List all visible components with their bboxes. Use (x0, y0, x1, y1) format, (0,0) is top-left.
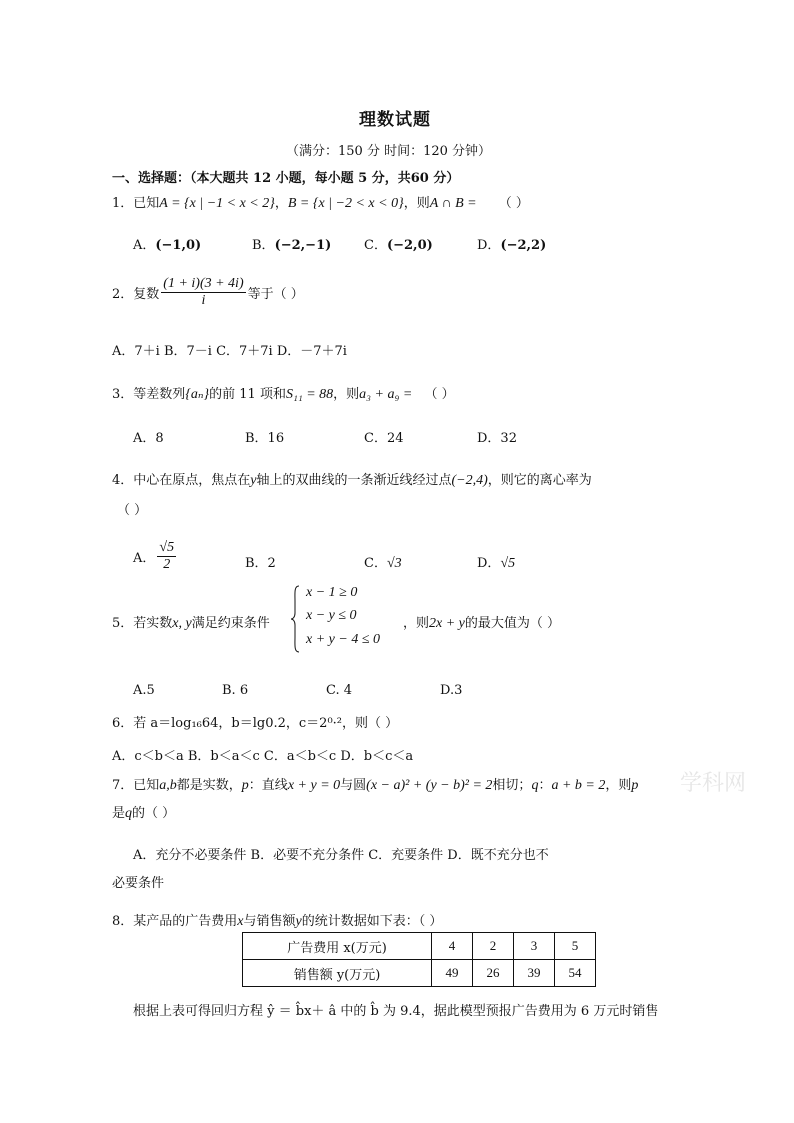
q1-option-a-value: (−1,0) (155, 238, 202, 253)
q6-options: A．c＜b＜a B．b＜a＜c C．a＜b＜c D．b＜c＜a (112, 749, 414, 764)
table-cell: 2 (473, 933, 514, 960)
page-title: 理数试题 (359, 110, 431, 130)
q7-text-g: ，则 (605, 778, 632, 793)
q7-text-c: ：直线 (248, 778, 288, 793)
q7-q: q (531, 778, 539, 793)
question-8 (112, 910, 442, 930)
q3-option-b: B．16 (245, 431, 285, 446)
question-7 (112, 774, 638, 794)
q1-option-b-letter: B． (252, 238, 275, 253)
q1-comma: ， (274, 196, 288, 211)
q7-options-line-1: A．充分不必要条件 B．必要不充分条件 C．充要条件 D．既不充分也不 (133, 848, 549, 863)
q1-option-d-letter: D． (477, 238, 501, 253)
q4-text-c: ，则它的离心率为 (487, 473, 592, 488)
q5-then: ，则 (403, 616, 430, 631)
q5-suffix: 的最大值为（ ） (464, 616, 561, 631)
q4-option-c (364, 552, 402, 572)
q5-prefix: 5．若实数 (112, 616, 173, 631)
table-cell: 39 (514, 960, 555, 987)
q7-ab: a,b (159, 778, 177, 793)
table-cell: 26 (473, 960, 514, 987)
q5-constraint-system (290, 585, 410, 655)
table-row-label: 广告费用 x(万元) (243, 933, 432, 960)
q3-mid: 的前 11 项和 (209, 387, 286, 402)
table-cell: 5 (555, 933, 596, 960)
q1-paren: （ ） (498, 196, 529, 211)
table-row (243, 933, 596, 960)
question-5 (112, 612, 270, 632)
watermark: 学科网 (680, 771, 747, 796)
q2-denominator: i (201, 293, 206, 309)
q7-cond: a + b = 2 (551, 778, 606, 793)
question-1 (112, 192, 529, 212)
table-cell: 3 (514, 933, 555, 960)
q7-q2: q (125, 806, 133, 821)
q8-mid2: 的统计数据如下表：（ ） (301, 914, 443, 929)
q1-option-a (133, 234, 201, 253)
q8-x: x (237, 914, 244, 929)
question-3 (112, 383, 455, 403)
q1-then: ，则 (403, 196, 430, 211)
q1-prefix: 1．已知 (112, 196, 160, 211)
q2-prefix: 2．复数 (112, 287, 160, 303)
q2-suffix: 等于（ ） (247, 287, 304, 303)
q5-mid: 满足约束条件 (191, 616, 270, 631)
q4-option-b: B．2 (245, 556, 276, 571)
q7-line-2 (112, 802, 175, 822)
q5-constraint-1: x − 1 ≥ 0 (306, 585, 358, 600)
question-2 (112, 276, 304, 309)
q2-fraction (161, 276, 245, 309)
q3-sum: S₁₁ = 88 (285, 387, 334, 402)
q4-option-d-value: √5 (500, 556, 516, 571)
table-cell: 49 (432, 960, 473, 987)
q7-options-line-2: 必要条件 (112, 876, 165, 891)
q4-option-a-den: 2 (163, 557, 171, 573)
q4-option-c-value: √3 (386, 556, 402, 571)
question-4 (112, 469, 592, 489)
q8-follow-text: 根据上表可得回归方程 ŷ ＝ b̂x＋ â 中的 b̂ 为 9.4，据此模型预报广告费用为 6 万元时销售 (133, 1004, 659, 1019)
q5-option-b: B. 6 (222, 683, 249, 698)
q1-option-b (252, 234, 331, 253)
q2-options: A．7＋i B．7－i C．7＋7i D．－7＋7i (112, 344, 347, 359)
q3-expr: a₃ + a₉ = (359, 387, 413, 402)
q4-option-a-num: √5 (157, 540, 176, 557)
q4-y: y (250, 473, 257, 488)
q1-option-c-value: (−2,0) (386, 238, 433, 253)
q4-option-c-letter: C． (364, 556, 387, 571)
q8-data-table (242, 932, 596, 987)
q7-circle-eq: (x − a)² + (y − b)² = 2 (366, 778, 493, 793)
q4-paren: （ ） (117, 503, 148, 518)
q5-constraint-2: x − y ≤ 0 (306, 608, 357, 623)
q5-question-tail (403, 612, 560, 632)
q4-point: (−2,4) (451, 473, 488, 488)
q3-option-c: C．24 (364, 431, 404, 446)
page-subtitle: （满分：150 分 时间：120 分钟） (286, 144, 492, 159)
q4-option-a (133, 540, 178, 573)
q7-text-f: ： (538, 778, 552, 793)
q4-text-a: 4．中心在原点，焦点在 (112, 473, 251, 488)
left-brace-icon (290, 585, 300, 653)
q5-option-a: A.5 (133, 683, 155, 698)
q4-option-a-fraction (157, 540, 176, 573)
q5-vars: x, y (172, 616, 192, 631)
q4-option-a-letter: A． (133, 551, 156, 567)
q1-option-a-letter: A． (133, 238, 156, 253)
q3-then: ，则 (333, 387, 360, 402)
q8-y: y (295, 914, 302, 929)
q1-set-b: B = {x | −2 < x < 0} (287, 196, 404, 211)
q3-option-d: D．32 (477, 431, 517, 446)
q7-p2: p (631, 778, 639, 793)
q5-option-c: C. 4 (326, 683, 353, 698)
q3-prefix: 3．等差数列 (112, 387, 186, 402)
q3-option-a: A．8 (133, 431, 164, 446)
q5-option-d: D.3 (440, 683, 463, 698)
table-row-label: 销售额 y(万元) (243, 960, 432, 987)
q5-constraint-3: x + y − 4 ≤ 0 (306, 632, 381, 647)
table-cell: 4 (432, 933, 473, 960)
q7-text-a: 7．已知 (112, 778, 160, 793)
q7-text-d: 与圆 (340, 778, 367, 793)
q2-numerator: (1 + i)(3 + 4i) (161, 276, 245, 293)
q3-seq: {aₙ} (185, 387, 210, 402)
q3-paren: （ ） (424, 387, 455, 402)
q5-expr: 2x + y (429, 616, 465, 631)
q7-text-line2b: 的（ ） (132, 806, 176, 821)
q1-option-b-value: (−2,−1) (274, 238, 332, 253)
q7-p: p (241, 778, 249, 793)
question-6: 6．若 a＝log₁₆64，b＝lg0.2，c＝2⁰·²，则（ ） (112, 716, 399, 731)
q8-prefix: 8．某产品的广告费用 (112, 914, 238, 929)
table-cell: 54 (555, 960, 596, 987)
q1-option-c (364, 234, 433, 253)
q4-option-d-letter: D． (477, 556, 501, 571)
q1-option-d-value: (−2,2) (500, 238, 547, 253)
section-heading: 一、选择题：（本大题共 12 小题，每小题 5 分，共60 分） (112, 171, 460, 186)
q7-text-e: 相切； (492, 778, 532, 793)
q1-set-a: A = {x | −1 < x < 2} (159, 196, 275, 211)
q4-option-d (477, 552, 515, 572)
q1-option-c-letter: C． (364, 238, 387, 253)
q7-text-line2a: 是 (112, 806, 126, 821)
q7-line-eq: x + y = 0 (287, 778, 341, 793)
q4-text-b: 轴上的双曲线的一条渐近线经过点 (256, 473, 452, 488)
table-row (243, 960, 596, 987)
q1-option-d (477, 234, 546, 253)
q1-expr: A ∩ B = (429, 196, 477, 211)
q7-text-b: 都是实数， (176, 778, 242, 793)
q8-mid1: 与销售额 (243, 914, 296, 929)
